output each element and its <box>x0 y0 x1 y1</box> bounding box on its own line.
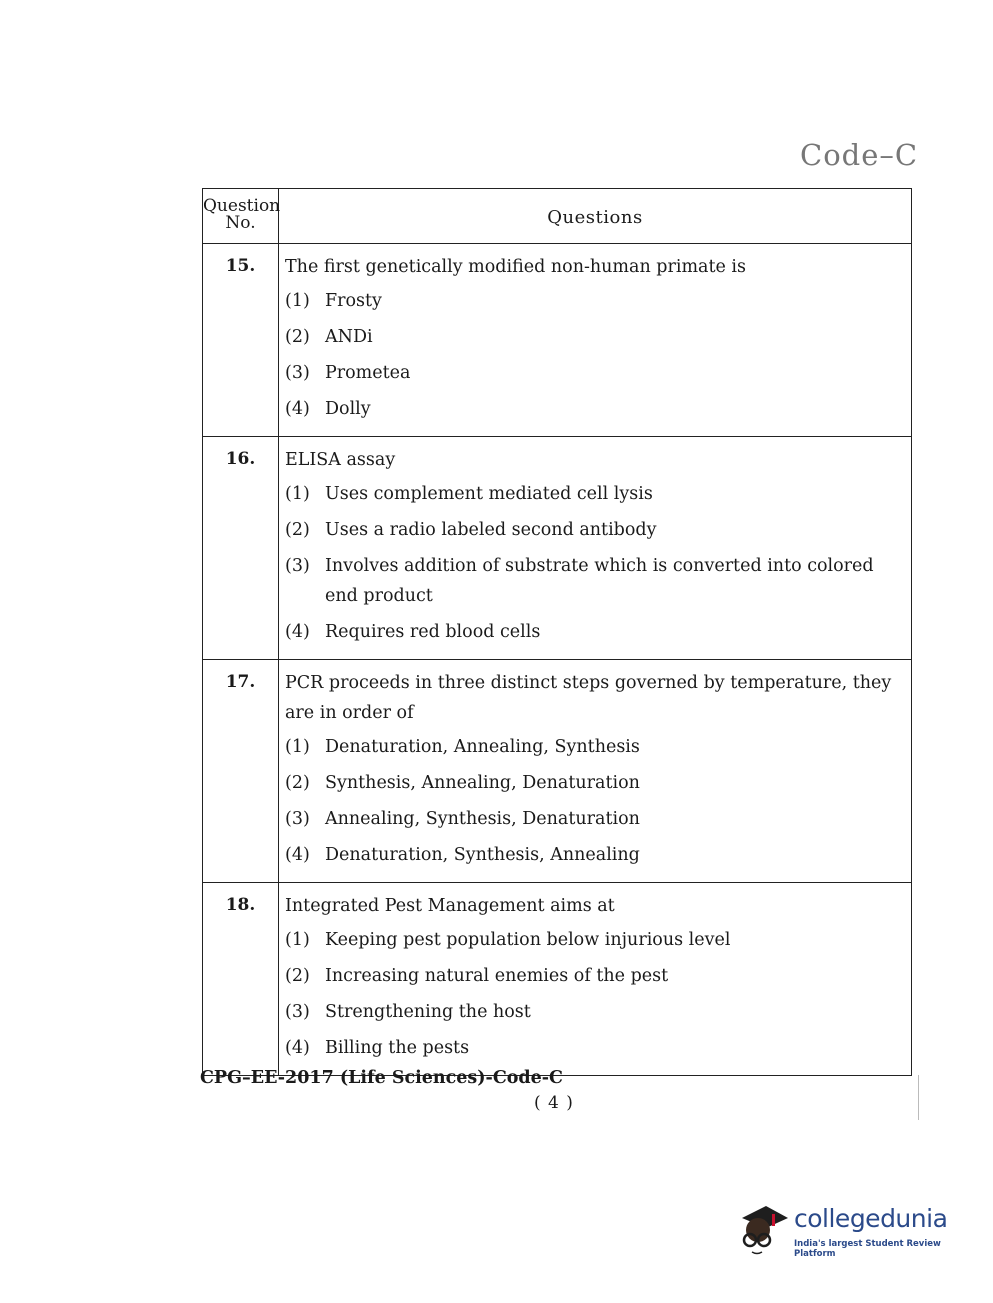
question-stem: Integrated Pest Management aims at <box>285 896 615 916</box>
answer-option <box>285 768 901 798</box>
answer-option <box>285 732 901 762</box>
option-number: (4) <box>285 622 310 642</box>
answer-option <box>285 551 901 611</box>
answer-option <box>285 617 901 647</box>
option-text: Requires red blood cells <box>325 622 541 642</box>
option-number: (2) <box>285 327 310 347</box>
option-text: Synthesis, Annealing, Denaturation <box>325 773 640 793</box>
question-row <box>203 244 911 437</box>
watermark-brand-name: collegedunia <box>794 1204 948 1233</box>
mascot-icon <box>736 1196 792 1256</box>
collegedunia-watermark <box>736 1196 966 1260</box>
answer-option <box>285 804 901 834</box>
answer-option <box>285 322 901 352</box>
answer-option <box>285 358 901 388</box>
option-text: Keeping pest population below injurious level <box>325 930 731 950</box>
margin-rule <box>918 1075 919 1120</box>
question-number: 15. <box>203 244 279 436</box>
option-text: Denaturation, Synthesis, Annealing <box>325 845 640 865</box>
answer-option <box>285 286 901 316</box>
question-stem: PCR proceeds in three distinct steps governed by temperature, they are in order of <box>285 673 892 723</box>
option-number: (4) <box>285 399 310 419</box>
option-number: (1) <box>285 291 310 311</box>
question-number: 16. <box>203 437 279 659</box>
option-number: (3) <box>285 1002 310 1022</box>
option-text: Uses complement mediated cell lysis <box>325 484 653 504</box>
option-text: Involves addition of substrate which is converted into colored end product <box>325 556 874 606</box>
watermark-tagline: India's largest Student Review Platform <box>794 1239 941 1259</box>
question-row <box>203 660 911 883</box>
option-number: (3) <box>285 556 310 576</box>
option-number: (1) <box>285 737 310 757</box>
option-number: (2) <box>285 520 310 540</box>
option-number: (2) <box>285 966 310 986</box>
question-body <box>279 244 911 436</box>
option-number: (2) <box>285 773 310 793</box>
question-body <box>279 437 911 659</box>
option-number: (1) <box>285 484 310 504</box>
question-number: 17. <box>203 660 279 882</box>
answer-option <box>285 1033 901 1063</box>
page-number: ( 4 ) <box>534 1093 574 1113</box>
question-stem: ELISA assay <box>285 450 396 470</box>
option-text: Prometea <box>325 363 411 383</box>
header-question-no: Question No. <box>203 189 279 243</box>
option-number: (3) <box>285 809 310 829</box>
option-text: Denaturation, Annealing, Synthesis <box>325 737 640 757</box>
footer-exam-code: CPG–EE-2017 (Life Sciences)-Code-C <box>200 1068 563 1088</box>
option-number: (4) <box>285 845 310 865</box>
exam-code-label: Code–C <box>800 138 919 172</box>
answer-option <box>285 394 901 424</box>
answer-option <box>285 840 901 870</box>
questions-table <box>202 188 912 1076</box>
option-number: (1) <box>285 930 310 950</box>
question-row <box>203 883 911 1075</box>
option-text: Annealing, Synthesis, Denaturation <box>325 809 640 829</box>
header-questions: Questions <box>547 207 643 228</box>
option-text: Strengthening the host <box>325 1002 531 1022</box>
answer-option <box>285 997 901 1027</box>
question-number: 18. <box>203 883 279 1075</box>
question-body <box>279 660 911 882</box>
option-text: Billing the pests <box>325 1038 470 1058</box>
answer-option <box>285 515 901 545</box>
option-number: (4) <box>285 1038 310 1058</box>
option-text: Increasing natural enemies of the pest <box>325 966 669 986</box>
answer-option <box>285 961 901 991</box>
answer-option <box>285 479 901 509</box>
option-text: Frosty <box>325 291 382 311</box>
option-text: Dolly <box>325 399 371 419</box>
question-body <box>279 883 911 1075</box>
option-number: (3) <box>285 363 310 383</box>
table-header <box>203 189 911 244</box>
question-row <box>203 437 911 660</box>
answer-option <box>285 925 901 955</box>
option-text: Uses a radio labeled second antibody <box>325 520 657 540</box>
question-stem: The first genetically modified non-human primate is <box>285 257 747 277</box>
option-text: ANDi <box>325 327 373 347</box>
